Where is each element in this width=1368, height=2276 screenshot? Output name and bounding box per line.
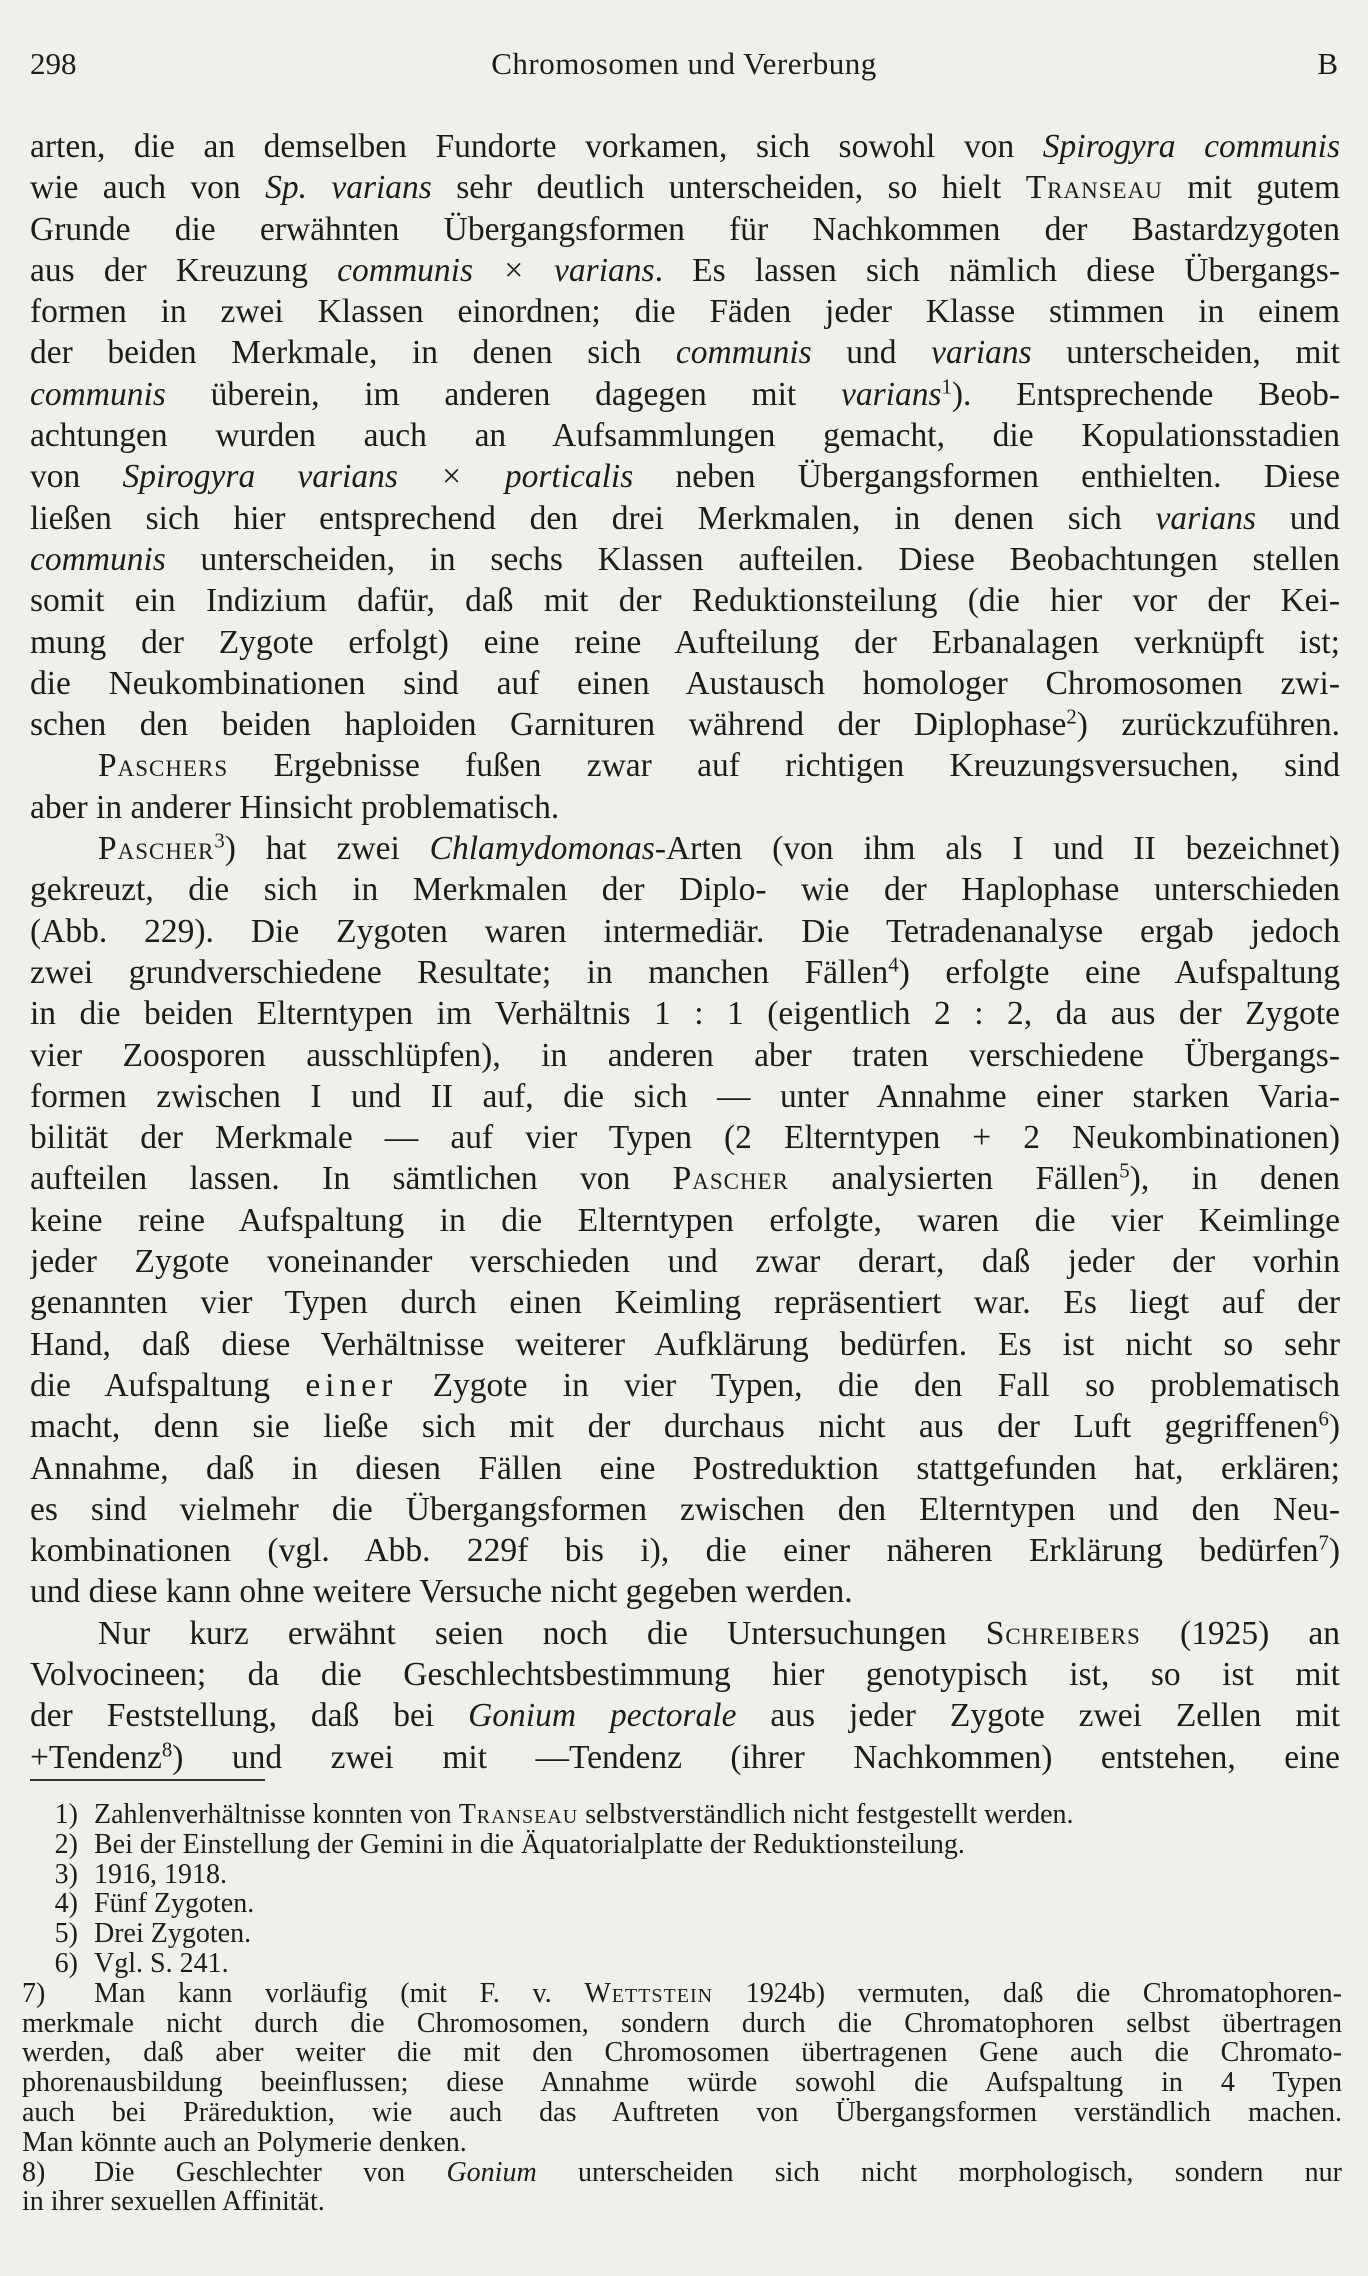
footnote-5: 5) Drei Zygoten. xyxy=(22,1919,1342,1949)
footnote-ref[interactable]: 5 xyxy=(1119,1160,1130,1183)
author-name: Transeau xyxy=(458,1800,579,1830)
text-line: Annahme, daß in diesen Fällen eine Postreduktion stattgefunden hat, erklären; xyxy=(30,1449,1340,1487)
text-line: Nur kurz erwähnt seien noch die Untersuchungen Schreibers (1925) an xyxy=(98,1614,1340,1652)
footnote-line: in ihrer sexuellen Affinität. xyxy=(22,2187,325,2218)
text-line: in die beiden Elterntypen im Verhältnis 1 : 1 (eigentlich 2 : 2, da aus der Zygote xyxy=(30,995,1340,1033)
footnote-number: 2) xyxy=(54,1829,78,1860)
footnote-line: auch bei Präreduktion, wie auch das Auftreten von Übergangsformen verständlich machen. xyxy=(22,2097,1342,2128)
text-line: gekreuzt, die sich in Merkmalen der Diplo- wie der Haplophase unterschieden xyxy=(30,871,1340,909)
text-line: jeder Zygote voneinander verschieden und zwar derart, daß jeder der vorhin xyxy=(30,1243,1340,1281)
footnote-4: 4) Fünf Zygoten. xyxy=(22,1889,1342,1919)
emphasis-spaced: einer xyxy=(305,1366,398,1404)
running-title: Chromosomen und Vererbung xyxy=(491,46,877,81)
text-line: arten, die an demselben Fundorte vorkamen, sich sowohl von Spirogyra communis xyxy=(30,128,1340,165)
footnote-ref[interactable]: 2 xyxy=(1066,705,1077,729)
text-line: es sind vielmehr die Übergangsformen zwischen den Elterntypen und den Neu- xyxy=(30,1490,1340,1528)
page-header xyxy=(30,46,1338,86)
signature-mark: B xyxy=(1317,46,1338,81)
footnotes xyxy=(22,1800,1342,2217)
footnote-ref[interactable]: 3 xyxy=(214,829,225,853)
author-name: Paschers xyxy=(98,747,229,785)
footnote-ref[interactable]: 7 xyxy=(1318,1531,1329,1555)
paragraph-2 xyxy=(30,745,1340,828)
footnote-number: 7) xyxy=(22,1978,46,2009)
text-line: die Aufspaltung einer Zygote in vier Typen, die den Fall so problematisch xyxy=(30,1366,1340,1404)
text-line: communis überein, im anderen dagegen mit varians$^1$). Entsprechende Beob- xyxy=(30,375,1340,413)
text-line: die Neukombinationen sind auf einen Austausch homologer Chromosomen zwi- xyxy=(30,664,1340,702)
text-line: aber in anderer Hinsicht problematisch. xyxy=(30,788,560,826)
text-line: Grunde die erwähnten Übergangsformen für Nachkommen der Bastardzygoten xyxy=(30,210,1340,248)
author-name: Schreibers xyxy=(985,1614,1141,1652)
text-line: Pascher$^3$) hat zwei Chlamydomonas-Arten (von ihm als I und II bezeichnet) xyxy=(98,829,1340,868)
paragraph-4 xyxy=(30,1613,1340,1778)
text-line: aus der Kreuzung communis × varians. Es lassen sich nämlich diese Übergangs- xyxy=(30,251,1340,289)
footnote-line: Man könnte auch an Polymerie denken. xyxy=(22,2127,467,2158)
footnote-number: 5) xyxy=(54,1919,78,1949)
footnote-number: 4) xyxy=(54,1889,78,1920)
footnote-line: phorenausbildung beeinflussen; diese Annahme würde sowohl die Aufspaltung in 4 Typen xyxy=(22,2068,1342,2098)
text-line: und diese kann ohne weitere Versuche nicht gegeben werden. xyxy=(30,1573,853,1611)
page-number: 298 xyxy=(30,46,77,81)
text-line: kombinationen (vgl. Abb. 229f bis i), die einer näheren Erklärung bedürfen$^7$) xyxy=(30,1531,1340,1570)
footnote-number: 8) xyxy=(22,2157,46,2188)
text-line: genannten vier Typen durch einen Keimling repräsentiert war. Es liegt auf der xyxy=(30,1284,1340,1322)
text-line: keine reine Aufspaltung in die Elterntypen erfolgte, waren die vier Keimlinge xyxy=(30,1201,1340,1239)
text-line: mung der Zygote erfolgt) eine reine Aufteilung der Erbanalagen verknüpft ist; xyxy=(30,623,1340,661)
text-line: bilität der Merkmale — auf vier Typen (2 Elterntypen + 2 Neukombinationen) xyxy=(30,1119,1340,1157)
author-name: Wettstein xyxy=(584,1978,714,2009)
text-line: (Abb. 229). Die Zygoten waren intermediär. Die Tetradenanalyse ergab jedoch xyxy=(30,912,1340,950)
footnote-6: 6) Vgl. S. 241. xyxy=(22,1949,1342,1979)
text-line: Volvocineen; da die Geschlechtsbestimmung hier genotypisch ist, so ist mit xyxy=(30,1655,1340,1693)
text-line: achtungen wurden auch an Aufsammlungen gemacht, die Kopulationsstadien xyxy=(30,417,1340,455)
footnote-separator xyxy=(30,1779,265,1781)
text-line: wie auch von Sp. varians sehr deutlich unterscheiden, so hielt Transeau mit gutem xyxy=(30,169,1340,207)
footnote-number: 3) xyxy=(54,1859,78,1890)
text-line: der Feststellung, daß bei Gonium pectorale aus jeder Zygote zwei Zellen mit xyxy=(30,1697,1340,1735)
footnote-line: merkmale nicht durch die Chromosomen, sondern durch die Chromatophoren selbst übertragen xyxy=(22,2008,1342,2039)
text-line: Hand, daß diese Verhältnisse weiterer Aufklärung bedürfen. Es ist nicht so sehr xyxy=(30,1325,1340,1363)
footnote-ref[interactable]: 6 xyxy=(1318,1407,1329,1431)
footnote-1: 1) Zahlenverhältnisse konnten von Transeau selbstverständlich nicht festgestellt werden. xyxy=(22,1800,1342,1830)
footnote-line: 8) Die Geschlechter von Gonium unterscheiden sich nicht morphologisch, sondern nur xyxy=(22,2157,1342,2188)
footnote-ref[interactable]: 1 xyxy=(941,375,952,399)
footnote-number: 6) xyxy=(54,1948,78,1979)
footnote-7 xyxy=(22,1979,1342,2158)
author-name: Transeau xyxy=(1025,169,1163,207)
author-name: Pascher xyxy=(672,1160,789,1198)
footnote-3: 3) 1916, 1918. xyxy=(22,1860,1342,1890)
text-line: Paschers Ergebnisse fußen zwar auf richtigen Kreuzungsversuchen, sind xyxy=(98,747,1340,785)
text-line: formen zwischen I und II auf, die sich — unter Annahme einer starken Varia- xyxy=(30,1077,1340,1115)
text-line: communis unterscheiden, in sechs Klassen aufteilen. Diese Beobachtungen stellen xyxy=(30,540,1340,578)
text-line: von Spirogyra varians × porticalis neben Übergangsformen enthielten. Diese xyxy=(30,458,1340,496)
text-line: der beiden Merkmale, in denen sich communis und varians unterscheiden, mit xyxy=(30,334,1340,372)
paragraph-3 xyxy=(30,828,1340,1613)
text-line: aufteilen lassen. In sämtlichen von Pascher analysierten Fällen$^5$), in denen xyxy=(30,1160,1340,1198)
author-name: Pascher xyxy=(98,830,215,868)
footnote-line: werden, daß aber weiter die mit den Chromosomen übertragenen Gene auch die Chromato- xyxy=(22,2038,1342,2069)
footnote-number: 1) xyxy=(54,1800,78,1830)
footnote-line: 7) Man kann vorläufig (mit F. v. Wettstein 1924b) vermuten, daß die Chromatophoren- xyxy=(22,1978,1342,2009)
text-line: zwei grundverschiedene Resultate; in manchen Fällen$^4$) erfolgte eine Aufspaltung xyxy=(30,953,1340,991)
body-text xyxy=(30,126,1340,1778)
text-line: +Tendenz$^8$) und zwei mit —Tendenz (ihrer Nachkommen) entstehen, eine xyxy=(30,1738,1340,1776)
paragraph-1 xyxy=(30,126,1340,745)
text-line: schen den beiden haploiden Garnituren während der Diplophase$^2$) zurückzuführen. xyxy=(30,705,1340,744)
footnote-ref[interactable]: 8 xyxy=(161,1738,173,1762)
text-line: macht, denn sie ließe sich mit der durchaus nicht aus der Luft gegriffenen$^6$) xyxy=(30,1407,1340,1446)
text-line: vier Zoosporen ausschlüpfen), in anderen aber traten verschiedene Übergangs- xyxy=(30,1036,1340,1074)
text-line: formen in zwei Klassen einordnen; die Fäden jeder Klasse stimmen in einem xyxy=(30,293,1340,331)
footnote-8 xyxy=(22,2158,1342,2218)
footnote-2: 2) Bei der Einstellung der Gemini in die Äquatorialplatte der Reduktionsteilung. xyxy=(22,1830,1342,1860)
footnote-ref[interactable]: 4 xyxy=(888,953,899,977)
text-line: ließen sich hier entsprechend den drei Merkmalen, in denen sich varians und xyxy=(30,499,1340,537)
text-line: somit ein Indizium dafür, daß mit der Reduktionsteilung (die hier vor der Kei- xyxy=(30,582,1340,620)
